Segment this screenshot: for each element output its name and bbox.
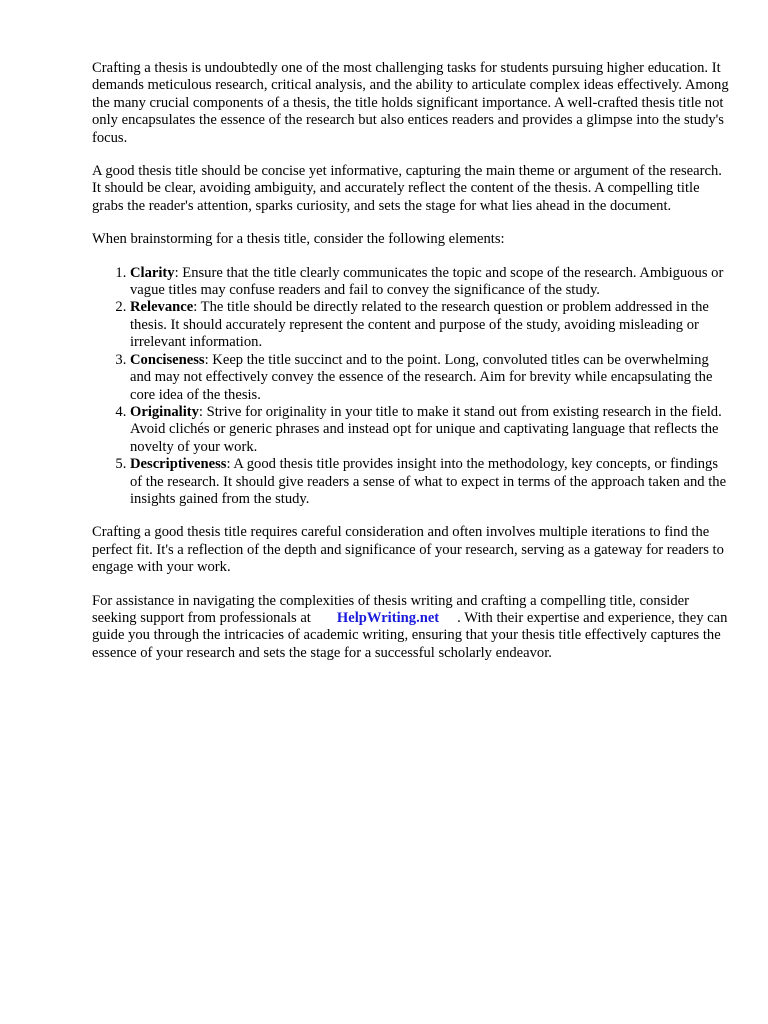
list-item-text: : The title should be directly related to the research question or problem addressed in the thesis. It should accurately represent the content and purpose of the study, avoiding misleading or irrelevant information. — [130, 299, 709, 351]
list-item-term: Originality — [130, 403, 199, 420]
document-page — [92, 60, 732, 678]
closing-paragraph — [92, 593, 732, 663]
helpwriting-link[interactable]: HelpWriting.net — [336, 609, 440, 626]
list-item-term: Relevance — [130, 299, 194, 316]
list-item-text: : Strive for originality in your title to make it stand out from existing research in the field. Avoid clichés or generic phrases and instead opt for unique and captivating language that reflects the novelty of your work. — [130, 403, 722, 455]
list-item-term: Descriptiveness — [130, 456, 227, 473]
closing-text-after-link: . With their expertise and experience, they can guide you through the intricacies of academic writing, ensuring that your thesis title effectively captures the essence of your research and sets the stage for a successful scholarly endeavor. — [92, 609, 728, 661]
closing-text-before-link: For assistance in navigating the complexities of thesis writing and crafting a compelling title, consider seeking support from professionals at — [92, 592, 689, 626]
crafting-paragraph: Crafting a good thesis title requires careful consideration and often involves multiple iterations to find the perfect fit. It's a reflection of the depth and significance of your research, serving as a gateway for readers to engage with your work. — [92, 524, 724, 576]
list-item — [130, 404, 732, 456]
list-item — [130, 456, 732, 508]
elements-list — [92, 265, 732, 509]
list-item-text: : Ensure that the title clearly communicates the topic and scope of the research. Ambiguous or vague titles may confuse readers and fail to convey the significance of the study. — [130, 264, 724, 299]
list-item — [130, 299, 732, 351]
list-item — [130, 352, 732, 404]
list-item — [130, 265, 732, 300]
list-item-term: Conciseness — [130, 351, 205, 368]
brainstorm-paragraph: When brainstorming for a thesis title, consider the following elements: — [92, 231, 505, 248]
good-title-paragraph: A good thesis title should be concise yet informative, capturing the main theme or argument of the research. It should be clear, avoiding ambiguity, and accurately reflect the content of the thesis. A compelling title grabs the reader's attention, sparks curiosity, and sets the stage for what lies ahead in the document. — [92, 163, 722, 214]
intro-paragraph: Crafting a thesis is undoubtedly one of the most challenging tasks for students pursuing higher education. It demands meticulous research, critical analysis, and the ability to articulate complex ideas effectively. Among the many crucial components of a thesis, the title holds significant importance. A well-crafted thesis title not only encapsulates the essence of the research but also entices readers and provides a glimpse into the study's focus. — [92, 60, 729, 146]
list-item-term: Clarity — [130, 264, 175, 281]
list-item-text: : A good thesis title provides insight into the methodology, key concepts, or findings of the research. It should give readers a sense of what to expect in terms of the approach taken and the insights gained from the study. — [130, 456, 727, 507]
list-item-text: : Keep the title succinct and to the point. Long, convoluted titles can be overwhelming and may not effectively convey the essence of the research. Aim for brevity while encapsulating the core idea of the thesis. — [130, 351, 713, 403]
